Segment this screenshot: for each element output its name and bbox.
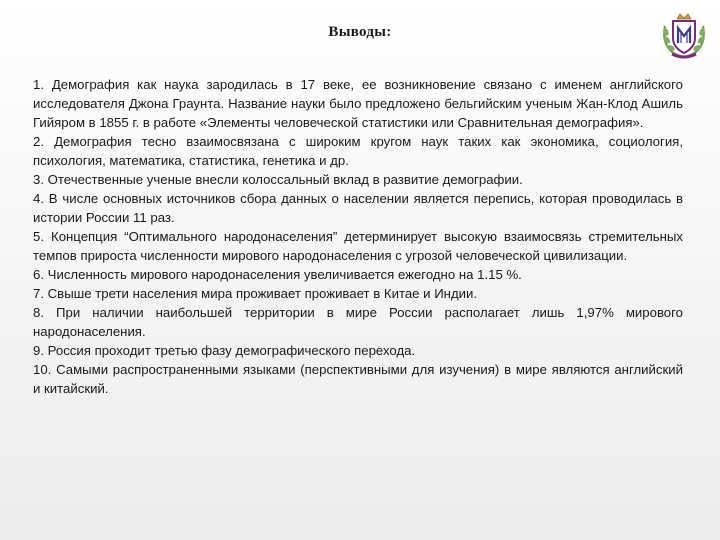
conclusion-item: 2. Демография тесно взаимосвязана с широким кругом наук таких как экономика, социология, психология, математика, статистика, генетика и др. <box>33 134 683 168</box>
conclusions-list <box>33 75 683 398</box>
conclusion-item: 4. В числе основных источников сбора данных о населении является перепись, которая проводилась в истории России 11 раз. <box>33 191 683 225</box>
conclusion-item: 10. Самыми распространенными языками (перспективными для изучения) в мире являются английский и китайский. <box>33 362 683 396</box>
slide-title: Выводы: <box>328 24 392 40</box>
conclusion-item: 5. Концепция “Оптимального народонаселения” детерминирует высокую взаимосвязь стремительных темпов прироста численности мирового народонаселения с угрозой человеческой цивилизации. <box>33 229 683 263</box>
conclusion-item: 1. Демография как наука зародилась в 17 веке, ее возникновение связано с именем английского исследователя Джона Граунта. Название науки было предложено бельгийским ученым Жан-Клод Ашиль Гийяром в 1855 г. в работе «Элементы человеческой статистики или Сравнительная демография». <box>33 77 683 130</box>
conclusion-item: 9. Россия проходит третью фазу демографического перехода. <box>33 343 416 358</box>
conclusion-item: 7. Свыше трети населения мира проживает проживает в Китае и Индии. <box>33 286 478 301</box>
conclusion-item: 8. При наличии наибольшей территории в мире России располагает лишь 1,97% мирового народонаселения. <box>33 305 683 339</box>
university-emblem-icon <box>658 10 710 62</box>
conclusion-item: 3. Отечественные ученые внесли колоссальный вклад в развитие демографии. <box>33 172 523 187</box>
conclusion-item: 6. Численность мирового народонаселения увеличивается ежегодно на 1.15 %. <box>33 267 522 282</box>
